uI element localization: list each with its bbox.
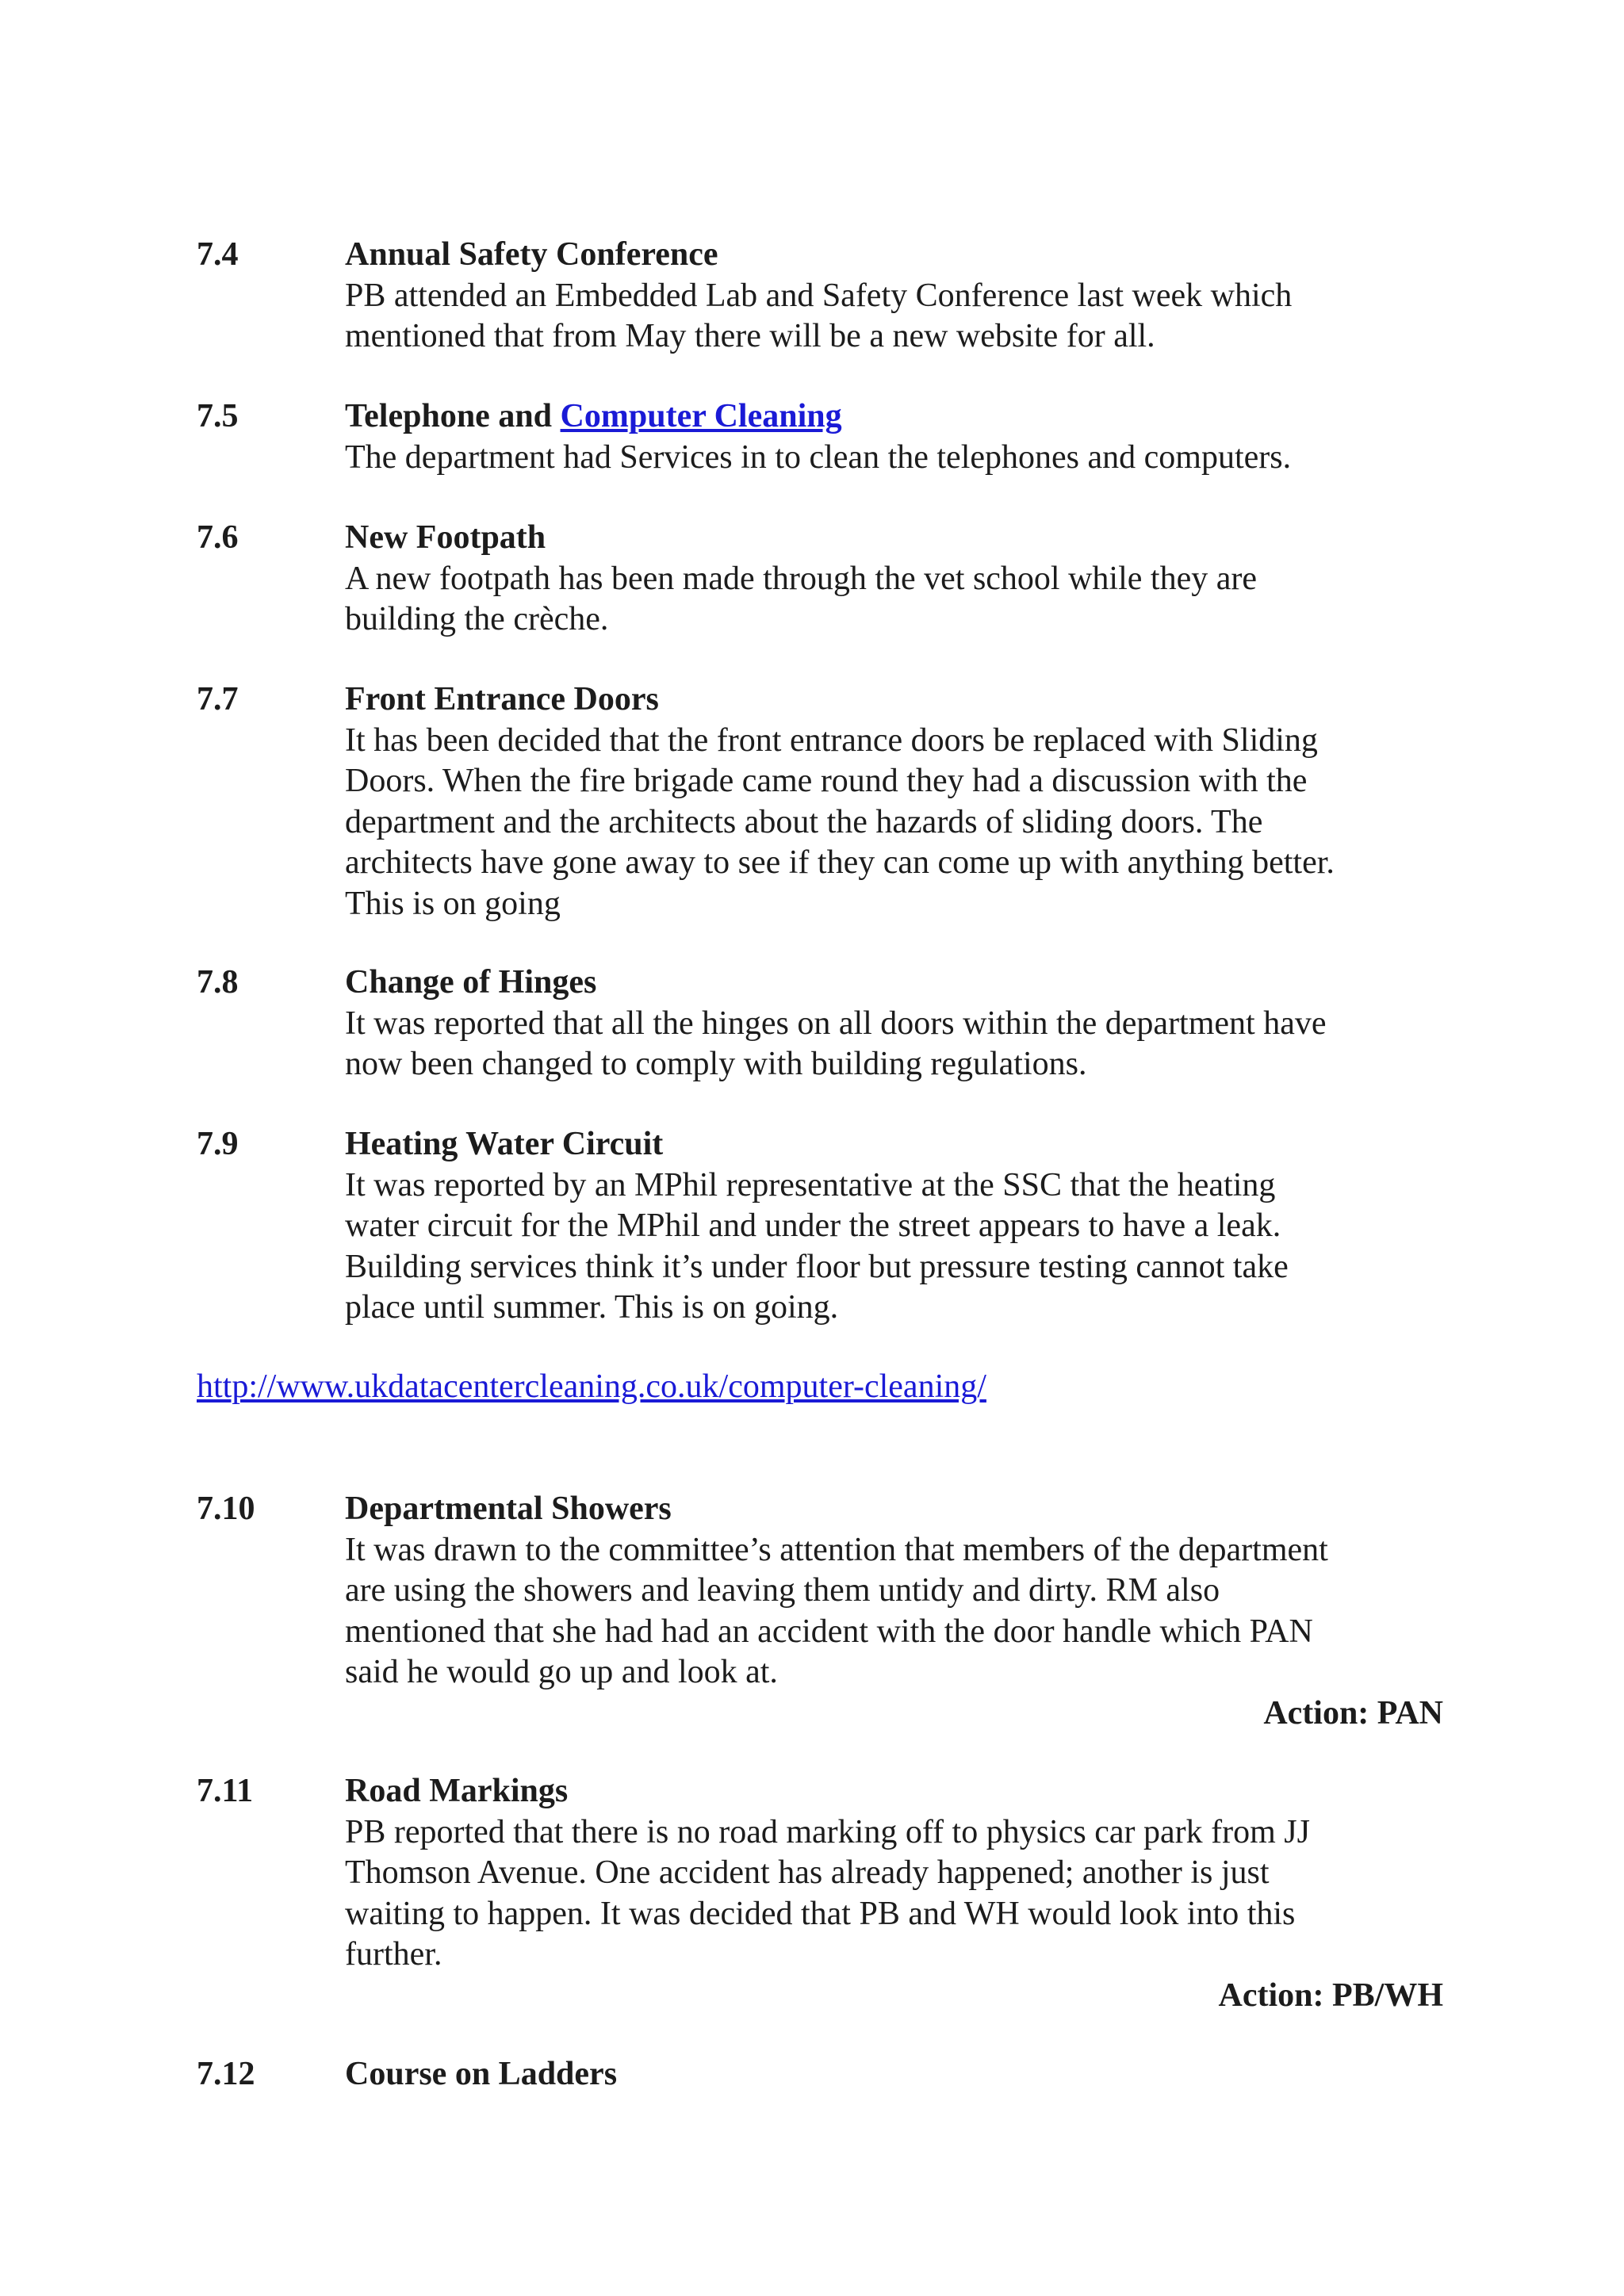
body-line: Doors. When the fire brigade came round they had a discussion with the bbox=[345, 763, 1308, 799]
body-line: are using the showers and leaving them untidy and dirty. RM also bbox=[345, 1572, 1220, 1609]
body-line: building the crèche. bbox=[345, 601, 609, 637]
body-line: department and the architects about the hazards of sliding doors. The bbox=[345, 803, 1263, 840]
body-line: It was drawn to the committee’s attention that members of the department bbox=[345, 1531, 1328, 1568]
section-content bbox=[345, 962, 1434, 1085]
section-number: 7.6 bbox=[197, 519, 239, 556]
section-7-12 bbox=[197, 2054, 1434, 2095]
section-content bbox=[345, 518, 1434, 641]
section-title: Heating Water Circuit bbox=[345, 1126, 664, 1162]
body-line: further. bbox=[345, 1936, 442, 1973]
section-title: Course on Ladders bbox=[345, 2056, 618, 2092]
section-number: 7.12 bbox=[197, 2056, 255, 2092]
body-line: It was reported by an MPhil representative at the SSC that the heating bbox=[345, 1166, 1276, 1203]
section-title: Departmental Showers bbox=[345, 1490, 672, 1527]
section-title-text: Telephone and bbox=[345, 398, 561, 434]
section-content bbox=[345, 396, 1434, 478]
section-7-9 bbox=[197, 1124, 1434, 1329]
section-content bbox=[345, 2054, 1434, 2095]
section-title: Front Entrance Doors bbox=[345, 681, 659, 718]
section-title: New Footpath bbox=[345, 519, 546, 556]
section-title bbox=[345, 396, 1434, 438]
action-label: Action: PB/WH bbox=[1218, 1976, 1443, 2014]
body-line: This is on going bbox=[345, 885, 561, 922]
body-line: PB reported that there is no road marking off to physics car park from JJ bbox=[345, 1813, 1310, 1850]
section-7-8 bbox=[197, 962, 1434, 1085]
computer-cleaning-link[interactable]: Computer Cleaning bbox=[560, 398, 842, 434]
action-label: Action: PAN bbox=[1263, 1694, 1443, 1732]
body-line: mentioned that from May there will be a new website for all. bbox=[345, 318, 1155, 354]
section-number: 7.8 bbox=[197, 964, 239, 1001]
body-line: architects have gone away to see if they can come up with anything better. bbox=[345, 844, 1335, 881]
body-line: said he would go up and look at. bbox=[345, 1654, 778, 1690]
section-number: 7.5 bbox=[197, 398, 239, 434]
body-line: It was reported that all the hinges on all doors within the department have bbox=[345, 1004, 1327, 1042]
body-line: Building services think it’s under floor but pressure testing cannot take bbox=[345, 1248, 1289, 1285]
section-7-5 bbox=[197, 396, 1434, 478]
body-line: The department had Services in to clean the telephones and computers. bbox=[345, 438, 1292, 476]
section-7-10 bbox=[197, 1489, 1443, 1734]
section-number: 7.7 bbox=[197, 681, 239, 718]
section-7-4 bbox=[197, 235, 1434, 358]
section-number: 7.10 bbox=[197, 1490, 255, 1527]
url-link[interactable]: http://www.ukdatacentercleaning.co.uk/computer-cleaning/ bbox=[197, 1368, 986, 1405]
section-number: 7.11 bbox=[197, 1773, 254, 1809]
section-7-11 bbox=[197, 1771, 1443, 2016]
section-content bbox=[345, 679, 1434, 924]
body-line: mentioned that she had had an accident with the door handle which PAN bbox=[345, 1613, 1313, 1650]
section-number: 7.9 bbox=[197, 1126, 239, 1162]
body-line: waiting to happen. It was decided that PB and WH would look into this bbox=[345, 1895, 1296, 1932]
body-line: Thomson Avenue. One accident has already happened; another is just bbox=[345, 1854, 1270, 1891]
section-number: 7.4 bbox=[197, 236, 239, 273]
section-content bbox=[345, 235, 1434, 358]
section-content bbox=[345, 1124, 1434, 1329]
body-line: water circuit for the MPhil and under the street appears to have a leak. bbox=[345, 1207, 1281, 1244]
body-line: now been changed to comply with building regulations. bbox=[345, 1046, 1087, 1082]
section-title: Annual Safety Conference bbox=[345, 236, 718, 273]
section-7-6 bbox=[197, 518, 1434, 641]
body-line: PB attended an Embedded Lab and Safety Conference last week which bbox=[345, 277, 1293, 314]
section-title: Change of Hinges bbox=[345, 964, 597, 1001]
section-title: Road Markings bbox=[345, 1773, 569, 1809]
section-content bbox=[345, 1771, 1443, 2016]
body-line: It has been decided that the front entrance doors be replaced with Sliding bbox=[345, 721, 1318, 759]
body-line: A new footpath has been made through the vet school while they are bbox=[345, 560, 1257, 597]
section-7-7 bbox=[197, 679, 1434, 924]
section-content bbox=[345, 1489, 1443, 1734]
body-line: place until summer. This is on going. bbox=[345, 1289, 839, 1326]
